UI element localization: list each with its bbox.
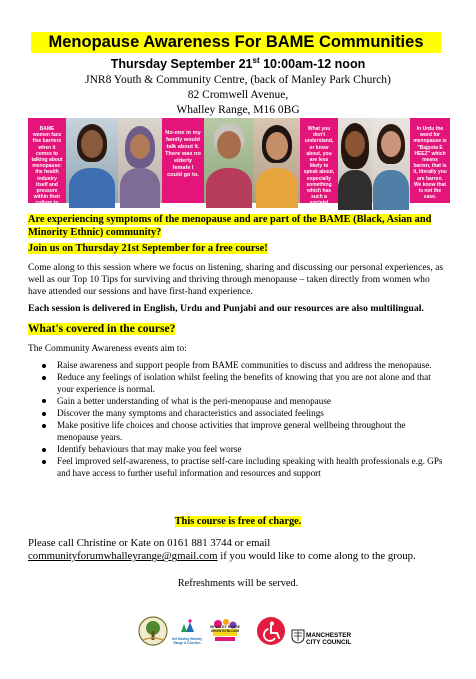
contact-line-1: Please call Christine or Kate on 0161 881 3744 or email [28,537,271,549]
venue-address [0,73,476,118]
bullet-icon [42,412,46,416]
aims-item-text: Make positive life choices and choose activities that improve general wellbeing throughout the menopause years. [57,420,406,442]
join-line [28,243,268,256]
aims-intro: The Community Awareness events aim to: [28,344,187,354]
venue-line-1: JNR8 Youth & Community Centre, (back of Manley Park Church) [85,74,391,86]
aims-item-text: Identify behaviours that may make you feel worse [57,444,242,455]
page-title: Menopause Awareness For BAME Communities [31,32,441,53]
venue-line-2: 82 Cromwell Avenue, [187,89,289,101]
get-moving-logo [175,618,199,638]
community-forum-logo [138,616,168,646]
quote-tile-1-text: BAME women face five barriers when it comes to talking about menopause: the health industry itself and pressure within their culture to stay silent. [31,126,63,213]
wheelchair-access-icon [256,616,286,646]
quote-tile-3-text: What you don't understand, or know about, you are less likely to speak about, especially something which has such a societal stigma. [303,126,335,213]
contact-line-2 [28,550,458,563]
mcc-line-2: CITY COUNCIL [306,639,352,647]
get-moving-logo-text: Get Moving Whalley Range & Chorlton [171,637,203,645]
aims-item-text: Discover the many symptoms and characteristics and associated feelings [57,408,324,419]
free-of-charge-note [0,516,476,529]
aims-item-text: Reduce any feelings of isolation whilst feeling the benefits of knowing that you are not alone and that your experience is normal. [57,372,431,394]
quote-tile-4-text: In Urdu the word for menopause is "Bajpota E HEEZ" which means barren, that is it, literally you are barren. We know that is not the case. [413,126,447,201]
aims-list-item [42,372,446,395]
free-of-charge-text: This course is free of charge. [174,516,302,527]
photo-strip [28,118,450,213]
woman-photo-4 [254,118,300,203]
partner-logos [0,612,476,652]
quote-tile-3 [300,118,338,213]
join-line-text: Join us on Thursday 21st September for a free course! [28,243,268,254]
contact-line-2-suffix: if you would like to come along to the group. [217,550,416,563]
aims-list [42,360,446,480]
aims-item-text: Feel improved self-awareness, to practise self-care including speaking with health professionals e.g. GPs and have access to further useful information and resources and support [57,456,443,478]
mcc-line-1: MANCHESTER [306,632,352,639]
quote-tile-2-text: No-one in my family would talk about it. There was no elderly female I could go to. [165,130,201,178]
woman-photo-5 [338,118,372,203]
bullet-icon [42,424,46,428]
email-link[interactable]: communityforumwhalleyrange@gmail.com [28,550,218,563]
contact-info [28,537,458,564]
intro-question [28,214,445,239]
date-ordinal-suffix: st [252,56,260,65]
covered-heading [28,322,175,336]
session-date-prefix: Thursday September 21 [110,57,253,71]
woman-photo-2 [118,118,162,203]
woman-photo-1 [66,118,118,203]
language-note: Each session is delivered in English, Urdu and Punjabi and our resources are also multilingual. [28,303,424,314]
aims-list-item [42,360,446,372]
aims-list-item [42,396,446,408]
bullet-icon [42,460,46,464]
bullet-icon [42,448,46,452]
session-date [0,57,476,72]
aims-item-text: Raise awareness and support people from BAME communities to discuss and address the menopause. [57,360,432,370]
quote-tile-4 [410,118,450,203]
covered-heading-text: What's covered in the course? [28,323,176,335]
aims-item-text: Gain a better understanding of what is the peri-menopause and menopause [57,395,332,406]
woman-photo-6 [372,118,410,203]
session-time: 10:00am-12 noon [259,57,366,71]
bullet-icon [42,376,46,380]
aims-list-item [42,444,446,456]
manchester-city-council-logo-text [306,632,351,647]
refreshments-note: Refreshments will be served. [177,578,299,589]
quote-tile-2 [162,118,204,203]
aims-list-item [42,420,446,443]
bullet-icon [42,364,46,368]
manchester-city-council-crest-icon [290,628,306,644]
description-paragraph: Come along to this session where we focus on listening, sharing and discussing our personal experiences, as well as our Top 10 Tips for surviving and thriving through menopause – taken directly from women who have attended our sessions and have first-hand experience. [28,262,444,298]
intro-question-text: Are experiencing symptoms of the menopause and are part of the BAME (Black, Asian and Minority Ethnic) community? [28,214,432,238]
woman-photo-3 [204,118,254,203]
quote-tile-1 [28,118,66,213]
venue-line-3: Whalley Range, M16 0BG [176,104,300,116]
aims-list-item [42,456,446,479]
bullet-icon [42,399,46,403]
aims-list-item [42,408,446,420]
whalley-range-show-logo-text: WHALLEY RANGE SHOW IN BLOOM [210,625,240,633]
